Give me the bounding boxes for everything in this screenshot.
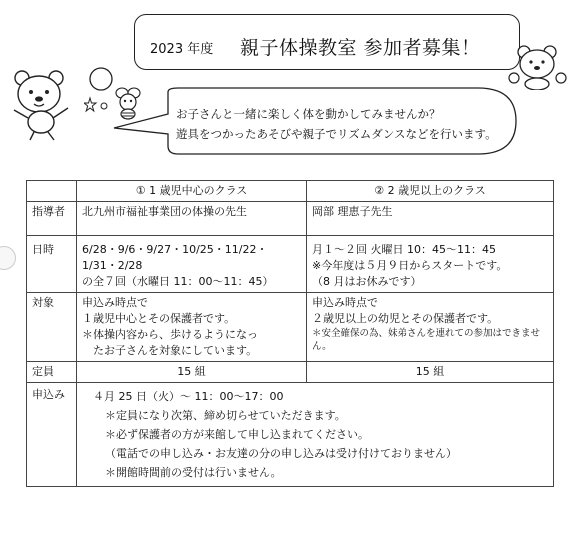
row-label-application: 申込み [27,383,77,487]
table-row-schedule [27,236,554,293]
target-col2-note: ＊安全確保の為、妹弟さんを連れての参加はできません。 [312,328,541,352]
target-col2-line: ２歳児以上の幼児とその保護者です。 [312,312,499,325]
schedule-col2-line: （8 月はお休みです） [312,275,422,288]
schedule-col2 [307,236,554,293]
application-line: （電話での申し込み・お友達の分の申し込みは受け付けておりません） [105,447,457,460]
capacity-col2: 15 組 [307,362,554,383]
capacity-col1: 15 組 [77,362,307,383]
title-year: 2023 年度 [150,42,214,57]
row-label-capacity: 定員 [27,362,77,383]
col2-header: ② 2 歳児以上のクラス [307,181,554,202]
schedule-col2-line: ※今年度は５月９日からスタートです。 [312,259,508,272]
application-line: ＊必ず保護者の方が来館して申し込まれてください。 [105,428,369,441]
schedule-col1-line: 6/28・9/6・9/27・10/25・11/22・ [82,243,268,256]
table-row-instructor [27,202,554,236]
target-col1-line: たお子さんを対象にしています。 [82,344,258,357]
table-row-capacity [27,362,554,383]
bear-illustration-left [6,68,80,142]
target-col1-line: １歳児中心とその保護者です。 [82,312,236,325]
previous-page-icon[interactable] [0,246,16,270]
instructor-col1: 北九州市福祉事業団の体操の先生 [77,202,307,236]
instructor-col2: 岡部 理恵子先生 [307,202,554,236]
table-header-row [27,181,554,202]
class-info-table [26,180,554,487]
application-details [77,383,554,487]
table-row-application [27,383,554,487]
application-line: ＊開館時間前の受付は行いません。 [105,466,282,479]
row-label-instructor: 指導者 [27,202,77,236]
target-col2 [307,293,554,362]
target-col2-line: 申込み時点で [312,296,378,309]
table-corner-cell [27,181,77,202]
schedule-col1-line: の全７回（水曜日 11：00～11：45） [82,275,274,288]
page-title: 親子体操教室 参加者募集！ [240,37,481,59]
bubble-text-line-2: 遊具をつかったあそびや親子でリズムダンスなどを行います。 [176,127,497,141]
row-label-schedule: 日時 [27,236,77,293]
row-label-target: 対象 [27,293,77,362]
target-col1 [77,293,307,362]
schedule-col1-line: 1/31・2/28 [82,259,143,272]
bubble-text-line-1: お子さんと一緒に楽しく体を動かしてみませんか？ [176,107,441,121]
col1-header: ① 1 歳児中心のクラス [77,181,307,202]
bear-illustration-right [506,40,570,90]
target-col1-line: ＊体操内容から、歩けるようになっ [82,328,258,341]
application-line: ＊定員になり次第、締め切らせていただきます。 [105,409,346,422]
application-line: ４月 25 日（火）～ 11：00～17：00 [93,390,284,403]
table-row-target [27,293,554,362]
schedule-col1 [77,236,307,293]
target-col1-line: 申込み時点で [82,296,148,309]
schedule-col2-line: 月１～２回 火曜日 10：45～11：45 [312,243,496,256]
